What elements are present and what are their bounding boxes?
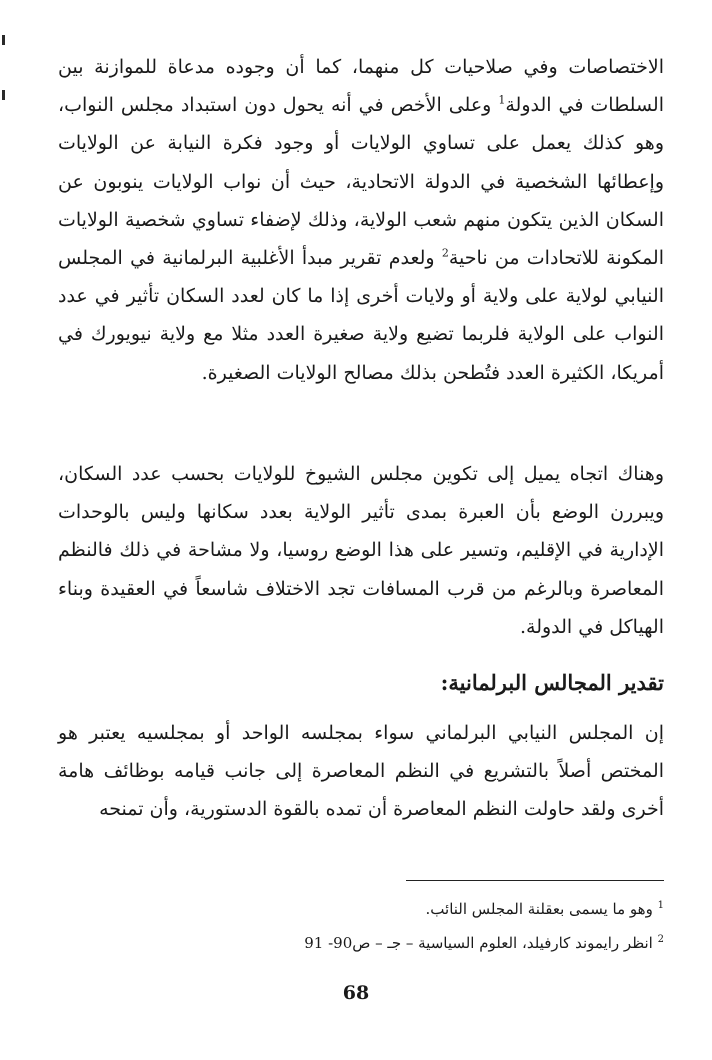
paragraph-1-text-b: وعلى الأخص في أنه يحول دون استبداد مجلس النواب، وهو كذلك يعمل على تساوي الولايات أو وجود فكرة النيابة عن الولايات وإعطائها الشخصية في الدولة الاتحادية، حيث أن نواب الولايات ينوبون عن السكان الذين يتكون منهم شعب الولاية، وذلك لإضفاء تساوي شخصية الولايات المكونة للاتحادات من ناحية xyxy=(58,94,664,270)
footnote-reference-2[interactable]: 2 xyxy=(441,246,449,260)
footnote-reference-1[interactable]: 1 xyxy=(498,93,506,107)
paragraph-1-text-c: ولعدم تقرير مبدأ الأغلبية البرلمانية في المجلس النيابي لولاية على ولاية أو ولايات أخرى إذا ما كان لعدد السكان تأثير في عدد النواب على الولاية فلربما تضيع ولاية صغيرة العدد مثلا مع ولاية نيويورك في أمريكا، الكثيرة العدد فتُطحن بذلك مصالح الولايات الصغيرة. xyxy=(58,247,664,384)
body-paragraph-2: وهناك اتجاه يميل إلى تكوين مجلس الشيوخ للولايات بحسب عدد السكان، ويبررن الوضع بأن العبرة بمدى تأثير الولاية بعدد سكانها وليس بالوحدات الإدارية في الإقليم، وتسير على هذا الوضع روسيا، ولا مشاحة في ذلك فالنظم المعاصرة وبالرغم من قرب المسافات تجد الاختلاف شاسعاً في العقيدة وبناء الهياكل في الدولة. xyxy=(58,463,664,638)
footnote-1-text: وهو ما يسمى بعقلنة المجلس النائب. xyxy=(425,900,653,918)
footnote-1 xyxy=(426,898,664,920)
footnote-2-number: 2 xyxy=(657,934,664,945)
footnote-1-number: 1 xyxy=(657,900,664,911)
page-number: 68 xyxy=(342,982,370,1004)
footnote-2 xyxy=(304,932,664,954)
body-paragraph-1 xyxy=(58,48,664,392)
paragraph-1-text-a: الاختصاصات وفي صلاحيات كل منهما، كما أن وجوده مدعاة للموازنة بين السلطات في الدولة xyxy=(58,56,664,117)
margin-mark xyxy=(2,90,5,100)
body-paragraph-3: إن المجلس النيابي البرلماني سواء بمجلسه الواحد أو بمجلسيه يعتبر هو المختص أصلاً بالتشريع في النظم المعاصرة إلى جانب قيامه بوظائف هامة أخرى ولقد حاولت النظم المعاصرة أن تمده بالقوة الدستورية، وأن تمنحه xyxy=(58,722,664,821)
footnote-divider xyxy=(406,880,664,881)
footnote-2-text: انظر رايموند كارفيلد، العلوم السياسية – جـ – ص90- 91 xyxy=(304,934,653,952)
section-heading: تقدير المجالس البرلمانية: xyxy=(440,670,664,695)
margin-mark xyxy=(2,35,5,45)
